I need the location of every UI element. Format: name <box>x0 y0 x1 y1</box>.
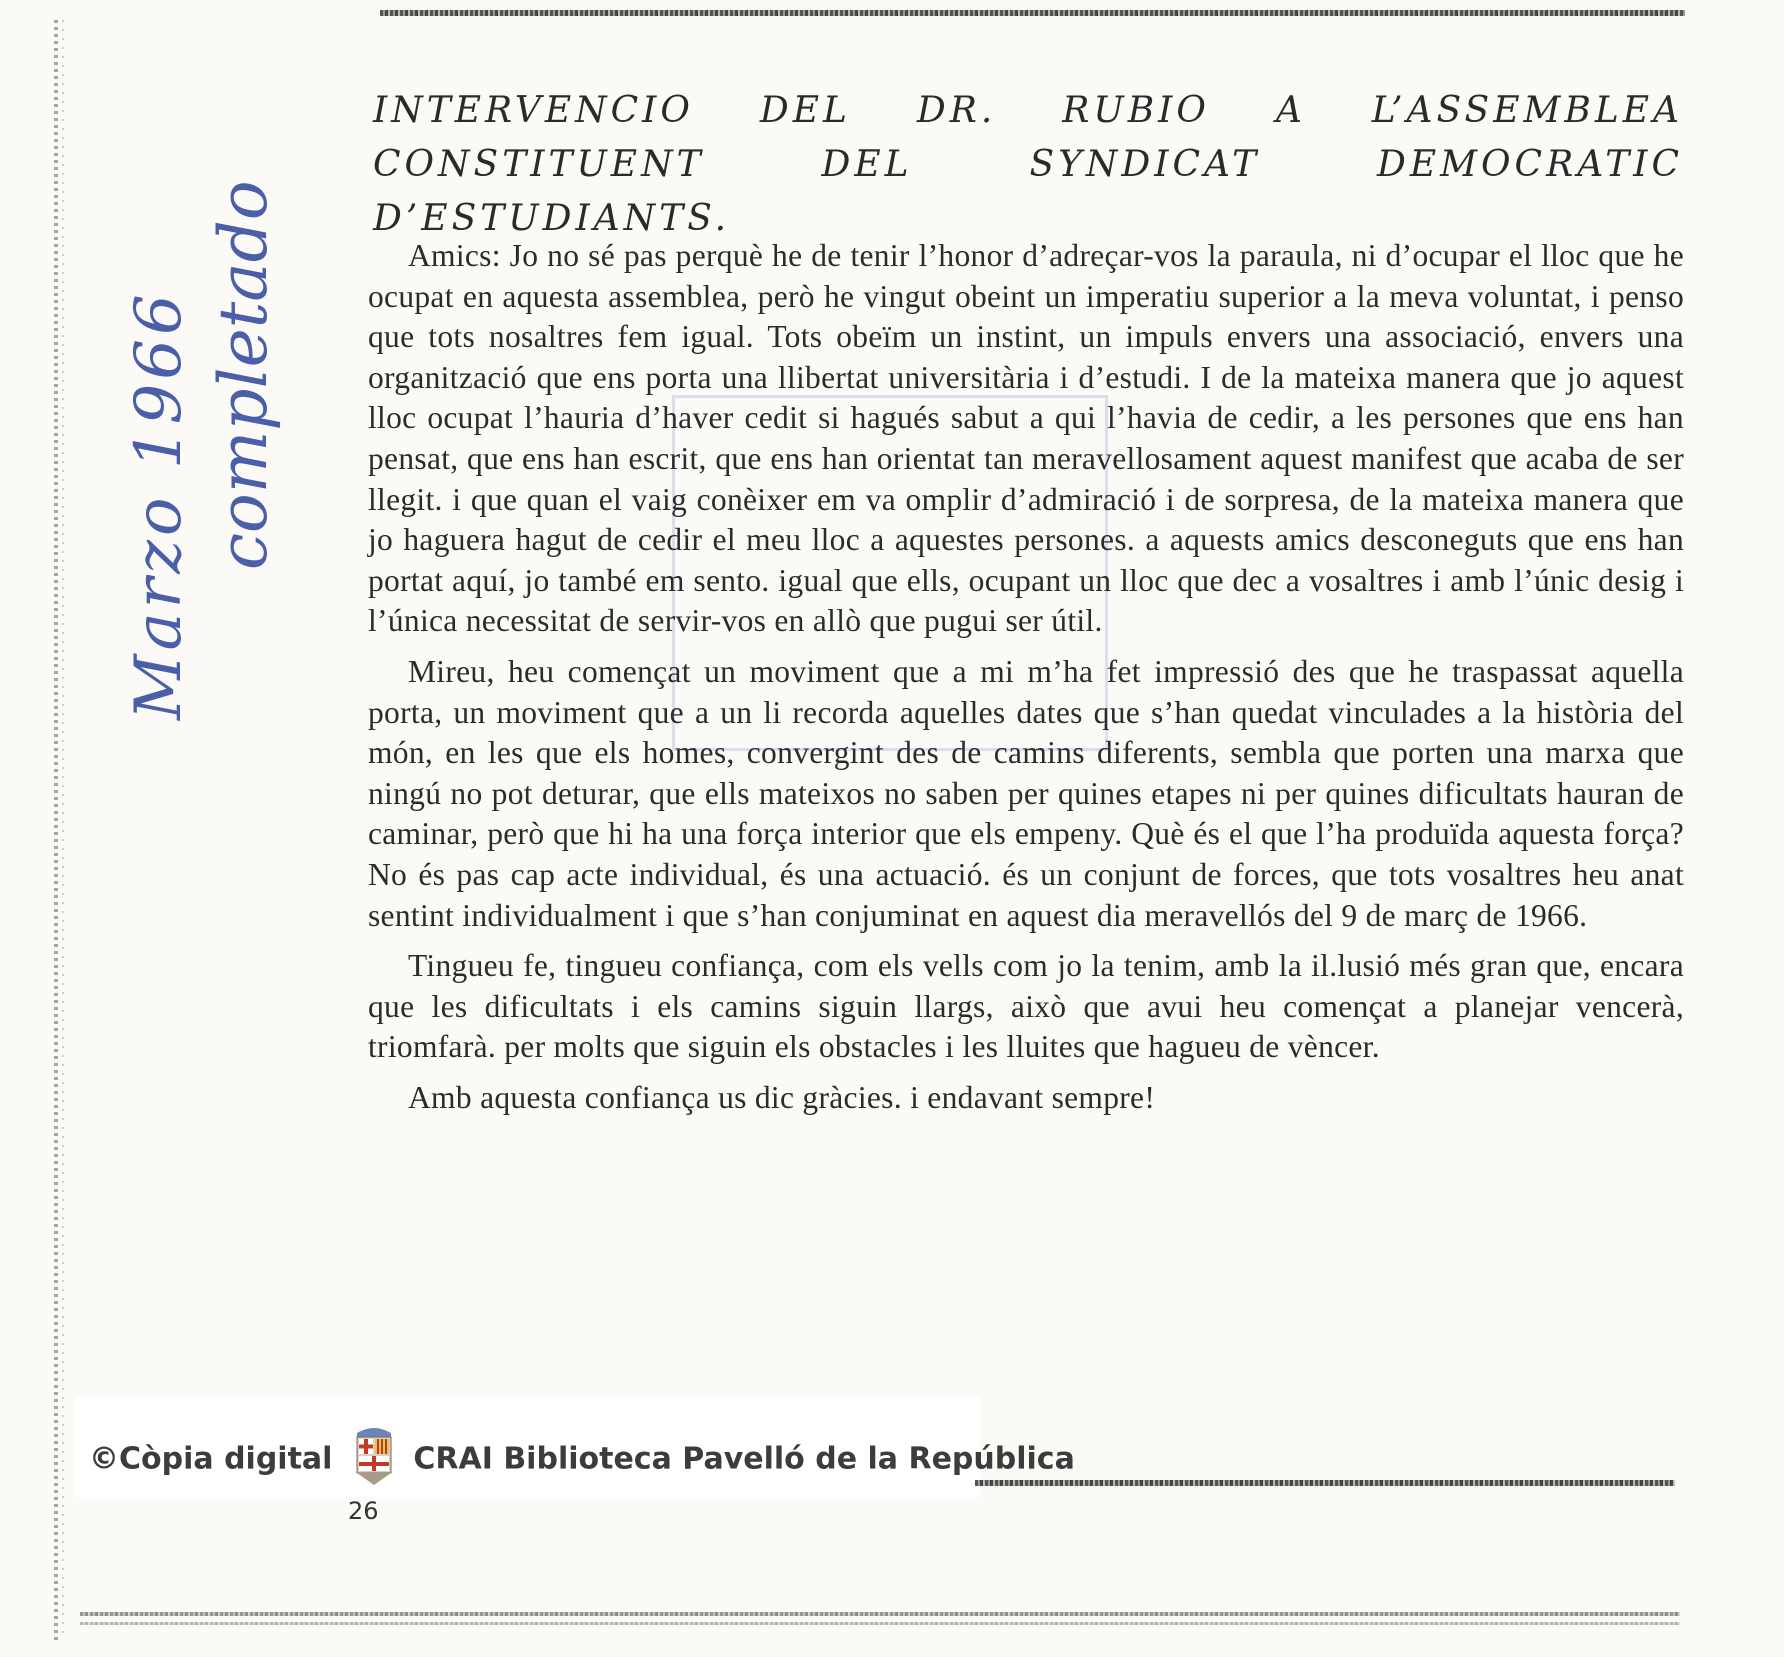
watermark-text <box>89 1427 1075 1493</box>
top-rule <box>380 10 1685 16</box>
article-title: INTERVENCIO DEL DR. RUBIO A L’ASSEMBLEA CONSTITUENT DEL SYNDICAT DEMOCRATIC D’ESTUDIANTS. <box>373 90 1683 239</box>
bottom-text-rule <box>975 1480 1675 1486</box>
article-body <box>368 236 1684 1128</box>
copyright-watermark <box>75 1397 1075 1497</box>
handwritten-date: Marzo 1966 <box>122 290 196 720</box>
watermark-suffix: CRAI Biblioteca Pavelló de la República <box>413 1441 1075 1477</box>
watermark-prefix: ©Còpia digital <box>89 1441 333 1477</box>
page-bottom-rule-secondary <box>80 1622 1680 1625</box>
left-binding-edge <box>54 20 58 1640</box>
page-number: 26 <box>348 1497 379 1525</box>
handwritten-note: completado <box>205 180 282 570</box>
university-shield-icon <box>353 1423 395 1489</box>
paragraph: Amb aquesta confiança us dic gràcies. i endavant sempre! <box>408 1079 1156 1115</box>
paragraph: Amics: Jo no sé pas perquè he de tenir l’honor d’adreçar-vos la paraula, ni d’ocupar el lloc que he ocupat en aquesta assemblea, però he vingut obeint un imperatiu superior a la meva voluntat, i penso que tots nosaltres fem igual. Tots obeïm un instint, un impuls envers una associació, envers una organització que ens porta una llibertat universitària i d’estudi. I de la mateixa manera que jo aquest lloc ocupat l’hauria d’haver cedit si hagués sabut a qui l’havia de cedir, a les persones que ens han pensat, que ens han escrit, que ens han orientat tan meravellosament aquest manifest que acaba de ser llegit. i que quan el vaig conèixer em va omplir d’admiració i de sorpresa, de la mateixa manera que jo haguera hagut de cedir el meu lloc a aquestes persones. a aquests amics desconeguts que ens han portat aquí, jo també em sento. igual que ells, ocupant un lloc que dec a vosaltres i amb l’únic desig i l’única necessitat de servir-vos en allò que pugui ser útil. <box>368 238 1684 639</box>
paragraph: Tingueu fe, tingueu confiança, com els vells com jo la tenim, amb la il.lusió més gran que, encara que les dificultats i els camins siguin llargs, això que avui heu començat a planejar vencerà, triomfarà. per molts que siguin els obstacles i les lluites que hagueu de vèncer. <box>368 948 1684 1065</box>
page-bottom-rule <box>80 1612 1680 1616</box>
left-binding-edge-inner <box>62 20 64 1640</box>
handwritten-annotation <box>70 0 330 720</box>
paragraph: Mireu, heu començat un moviment que a mi m’ha fet impressió des que he traspassat aquella porta, un moviment que a un li recorda aquelles dates que s’han quedat vinculades a la història del món, en les que els homes, convergint des de camins diferents, sembla que porten una marxa que ningú no pot deturar, que ells mateixos no saben per quines etapes ni per quines dificultats hauran de caminar, però que hi ha una força interior que els empeny. Què és el que l’ha produïda aquesta força? No és pas cap acte individual, és una actuació. és un conjunt de forces, que tots vosaltres heu anat sentint individualment i que s’han conjuminat en aquest dia meravellós del 9 de març de 1966. <box>368 653 1684 933</box>
